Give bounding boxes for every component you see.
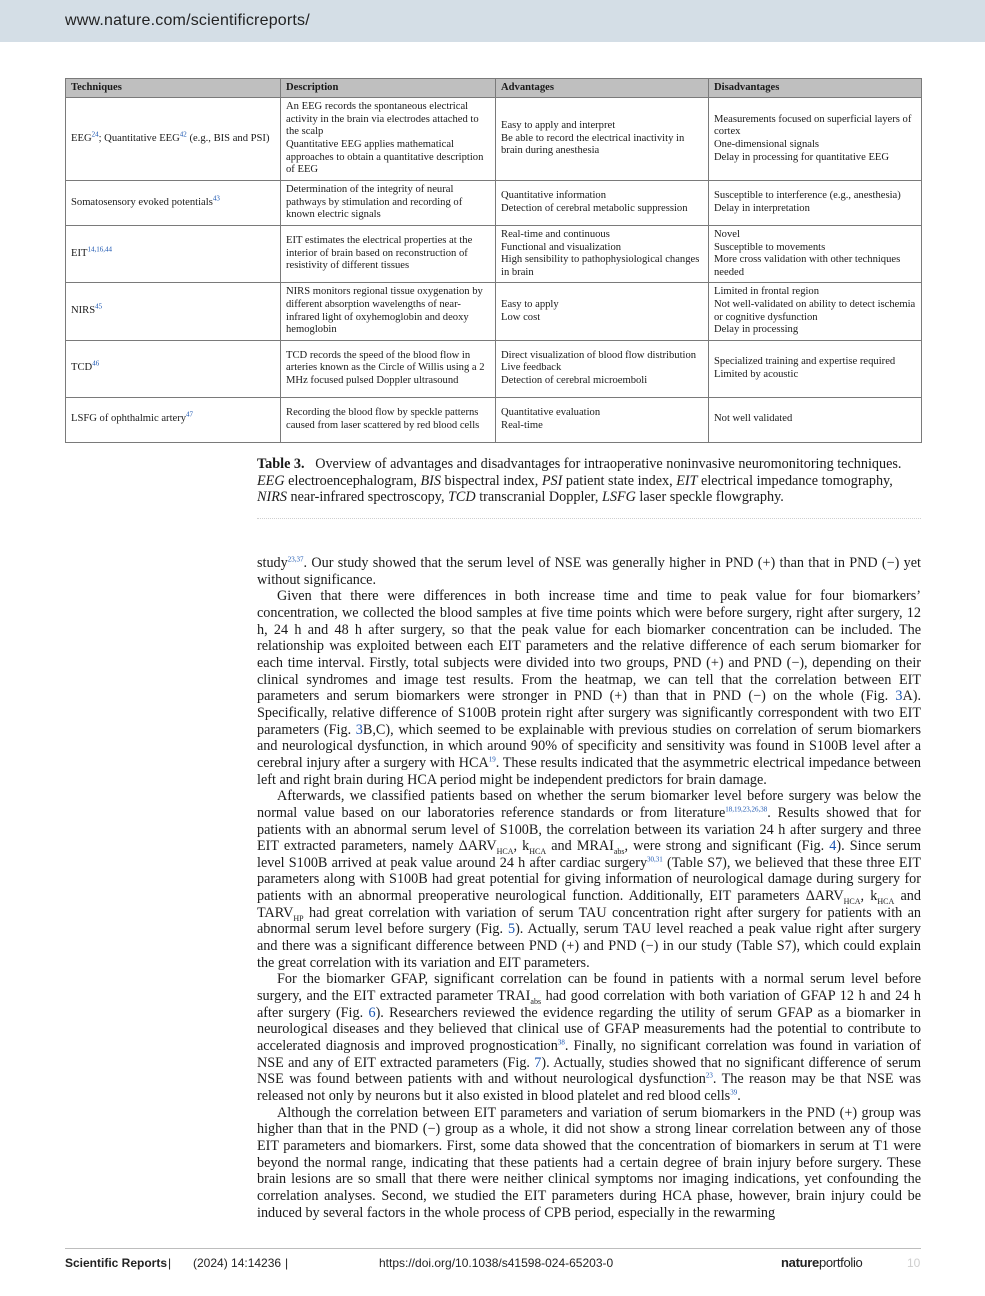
table-caption: Table 3. Overview of advantages and disadvantages for intraoperative noninvasive neuromonitoring techniques. EEG electroencephalogram, BIS bispectral index, PSI patient state index, EIT electrical impedance tomography, NIRS near-infrared spectroscopy, TCD transcranial Doppler, LSFG laser speckle flowgraphy.	[257, 456, 902, 505]
col-header-description: Description	[281, 79, 496, 98]
table-row	[66, 98, 922, 181]
citation[interactable]: 47	[186, 410, 194, 419]
citation[interactable]: 43	[212, 194, 220, 203]
advantages-cell: Direct visualization of blood flow distribution Live feedback Detection of cerebral microemboli	[496, 340, 709, 397]
nature-portfolio-logo: natureportfolio	[781, 1255, 863, 1270]
caption-divider	[257, 518, 921, 519]
description-cell: TCD records the speed of the blood flow in arteries known as the Circle of Willis using a 2 MHz focused pulsed Doppler ultrasound	[281, 340, 496, 397]
citation[interactable]: 23,37	[287, 555, 304, 564]
table-header-row	[66, 79, 922, 98]
advantages-cell: Easy to apply and interpret Be able to record the electrical inactivity in brain during anesthesia	[496, 98, 709, 181]
description-cell: NIRS monitors regional tissue oxygenation by different absorption wavelengths of near-infrared light of oxyhemoglobin and deoxy hemoglobin	[281, 283, 496, 340]
paragraph: Afterwards, we classified patients based on whether the serum biomarker level before surgery was below the normal value based on our laboratories reference standards or from literature$^{18,19,23,26,38}$. Results showed that for patients with an abnormal serum level of S100B, the correlation between its variation 24 h after surgery and three EIT extracted parameters, namely $\Delta ARV_{HCA}$, $k_{HCA}$ and $MRAI_{abs}$, were strong and significant (Fig. 4). Since serum level S100B arrived at peak value around 24 h after cardiac surgery$^{30,31}$ (Table S7), we believed that these three EIT parameters along with S100B had great potential for giving information of neurological damage during surgery for patients with an abnormal preoperative neurological function. Additionally, EIT parameters $\Delta ARV_{HCA}$, $k_{HCA}$ and $TARV_{HP}$ had great correlation with variation of serum TAU concentration right after surgery for patients with an abnormal serum level before surgery (Fig. 5). Actually, serum TAU level reached a peak value right after surgery and there was a significant difference between PND (+) and PND (−) in our study (Table S7), which could explain the great correlation with its variation and EIT parameters.	[257, 788, 921, 971]
description-cell: Recording the blood flow by speckle patterns caused from laser scattered by red blood cells	[281, 397, 496, 442]
disadvantages-cell: Susceptible to interference (e.g., anesthesia) Delay in interpretation	[709, 181, 922, 226]
table-3	[65, 78, 922, 443]
citation[interactable]: 18,19,23,26,38	[725, 805, 768, 814]
citation[interactable]: 46	[92, 359, 100, 368]
citation[interactable]: 42	[179, 130, 187, 139]
footer-divider	[65, 1248, 921, 1249]
citation[interactable]: 38	[557, 1038, 565, 1047]
technique-cell: EIT$^{14,16,44}$	[66, 226, 281, 283]
caption-label: Table 3.	[257, 456, 305, 472]
technique-cell: LSFG of ophthalmic artery$^{47}$	[66, 397, 281, 442]
table-row	[66, 340, 922, 397]
description-cell: EIT estimates the electrical properties at the interior of brain based on reconstruction of resistivity of different tissues	[281, 226, 496, 283]
table-row	[66, 283, 922, 340]
advantages-cell: Quantitative information Detection of cerebral metabolic suppression	[496, 181, 709, 226]
article-body	[257, 555, 921, 1221]
figure-link[interactable]: 6	[368, 1004, 376, 1021]
paragraph: Although the correlation between EIT parameters and variation of serum biomarkers in the PND (+) group was higher than that in the PND (−) group as a whole, it did not show a strong linear correlation between any of those EIT parameters and biomarkers. First, some data showed that the concentration of biomarkers in serum at T1 were beyond the normal range, indicating that these patients had a certain degree of brain injury before surgery. These brain lesions are so small that there were neither clinical symptoms nor imaging indications, yet confounding the correlation analyses. Second, we studied the EIT parameters during HCA phase, however, brain injury could be induced by several factors in the whole process of CPB period, especially in the rewarming	[257, 1104, 921, 1221]
citation[interactable]: 45	[95, 302, 103, 311]
citation[interactable]: 19	[488, 755, 496, 764]
figure-link[interactable]: 3	[355, 721, 363, 738]
col-header-disadvantages: Disadvantages	[709, 79, 922, 98]
citation[interactable]: 14,16,44	[87, 245, 112, 254]
figure-link[interactable]: 3	[895, 688, 903, 705]
site-url[interactable]: www.nature.com/scientificreports/	[65, 12, 310, 29]
citation[interactable]: 23	[705, 1071, 713, 1080]
technique-cell: EEG$^{24}$; Quantitative EEG$^{42}$ (e.g., BIS and PSI)	[66, 98, 281, 181]
footer-separator: |	[168, 1256, 172, 1270]
disadvantages-cell: Specialized training and expertise required Limited by acoustic	[709, 340, 922, 397]
col-header-advantages: Advantages	[496, 79, 709, 98]
advantages-cell: Real-time and continuous Functional and visualization High sensibility to pathophysiological changes in brain	[496, 226, 709, 283]
disadvantages-cell: Limited in frontal region Not well-validated on ability to detect ischemia or cognitive dysfunction Delay in processing	[709, 283, 922, 340]
col-header-techniques: Techniques	[66, 79, 281, 98]
table-row	[66, 397, 922, 442]
description-cell: An EEG records the spontaneous electrical activity in the brain via electrodes attached to the scalp Quantitative EEG applies mathematical approaches to obtain a quantitative description of EEG	[281, 98, 496, 181]
site-header-bar	[0, 0, 985, 42]
figure-link[interactable]: 4	[829, 838, 837, 855]
technique-cell: Somatosensory evoked potentials$^{43}$	[66, 181, 281, 226]
citation[interactable]: 39	[730, 1088, 738, 1097]
paragraph: Given that there were differences in both increase time and time to peak value for four biomarkers’ concentration, we collected the blood samples at five time points which were before surgery, right after surgery, 12 h, 24 h and 48 h after surgery, so that the peak value for each biomarker concentration can be included. The relationship was exploited between each EIT parameters and the relative difference of each serum biomarker for each time interval. Firstly, total subjects were divided into two groups, PND (+) and PND (−), depending on their clinical syndromes and image test results. From the heatmap, we can tell that the correlation between EIT parameters and serum biomarkers were stronger in PND (+) than that in PND (−) on the whole (Fig. 3A). Specifically, relative difference of S100B protein right after surgery was significantly correspondent with two EIT parameters (Fig. 3B,C), which seemed to be explainable with previous studies on correlation of serum biomarkers and neurological dysfunction, in which around 90% of specificity and sensitivity was found in S100B level after a cerebral injury after a surgery with HCA$^{19}$. These results indicated that the asymmetric electrical impedance between left and right brain during HCA period might be independent predictors for brain damage.	[257, 588, 921, 788]
page-number: 10	[907, 1256, 921, 1270]
journal-name: Scientific Reports	[65, 1256, 168, 1270]
figure-link[interactable]: 5	[507, 921, 516, 938]
disadvantages-cell: Not well validated	[709, 397, 922, 442]
disadvantages-cell: Novel Susceptible to movements More cross validation with other techniques needed	[709, 226, 922, 283]
paragraph: For the biomarker GFAP, significant correlation can be found in patients with a normal serum level before surgery, and the EIT extracted parameter $TRAI_{abs}$ had good correlation with both variation of GFAP 12 h and 24 h after surgery (Fig. 6). Researchers reviewed the evidence regarding the utility of serum GFAP as a biomarker in neurological diseases and they believed that clinical use of GFAP measurements had the potential to contribute to accelerated diagnosis and improved prognostication$^{38}$. Finally, no significant correlation was found in variation of NSE and any of EIT extracted parameters (Fig. 7). Actually, studies showed that no significant difference of serum NSE was found between patients with and without neurological dysfunction$^{23}$. The reason may be that NSE was released not only by neurons but it also existed in blood platelet and red blood cells$^{39}$.	[257, 971, 921, 1104]
doi-link[interactable]: https://doi.org/10.1038/s41598-024-65203-0	[379, 1256, 614, 1270]
advantages-cell: Easy to apply Low cost	[496, 283, 709, 340]
description-cell: Determination of the integrity of neural pathways by stimulation and recording of known electric signals	[281, 181, 496, 226]
advantages-cell: Quantitative evaluation Real-time	[496, 397, 709, 442]
technique-cell: NIRS$^{45}$	[66, 283, 281, 340]
page-footer	[65, 1256, 921, 1272]
paragraph: study$^{23,37}$. Our study showed that the serum level of NSE was generally higher in PND (+) than that in PND (−) yet without significance.	[257, 555, 921, 588]
volume-info: (2024) 14:14236	[193, 1256, 282, 1270]
table-row	[66, 181, 922, 226]
technique-cell: TCD$^{46}$	[66, 340, 281, 397]
figure-link[interactable]: 7	[534, 1054, 542, 1071]
disadvantages-cell: Measurements focused on superficial layers of cortex One-dimensional signals Delay in processing for quantitative EEG	[709, 98, 922, 181]
citation[interactable]: 30,31	[647, 855, 663, 864]
table-row	[66, 226, 922, 283]
citation[interactable]: 24	[91, 130, 99, 139]
footer-separator: |	[285, 1256, 289, 1270]
